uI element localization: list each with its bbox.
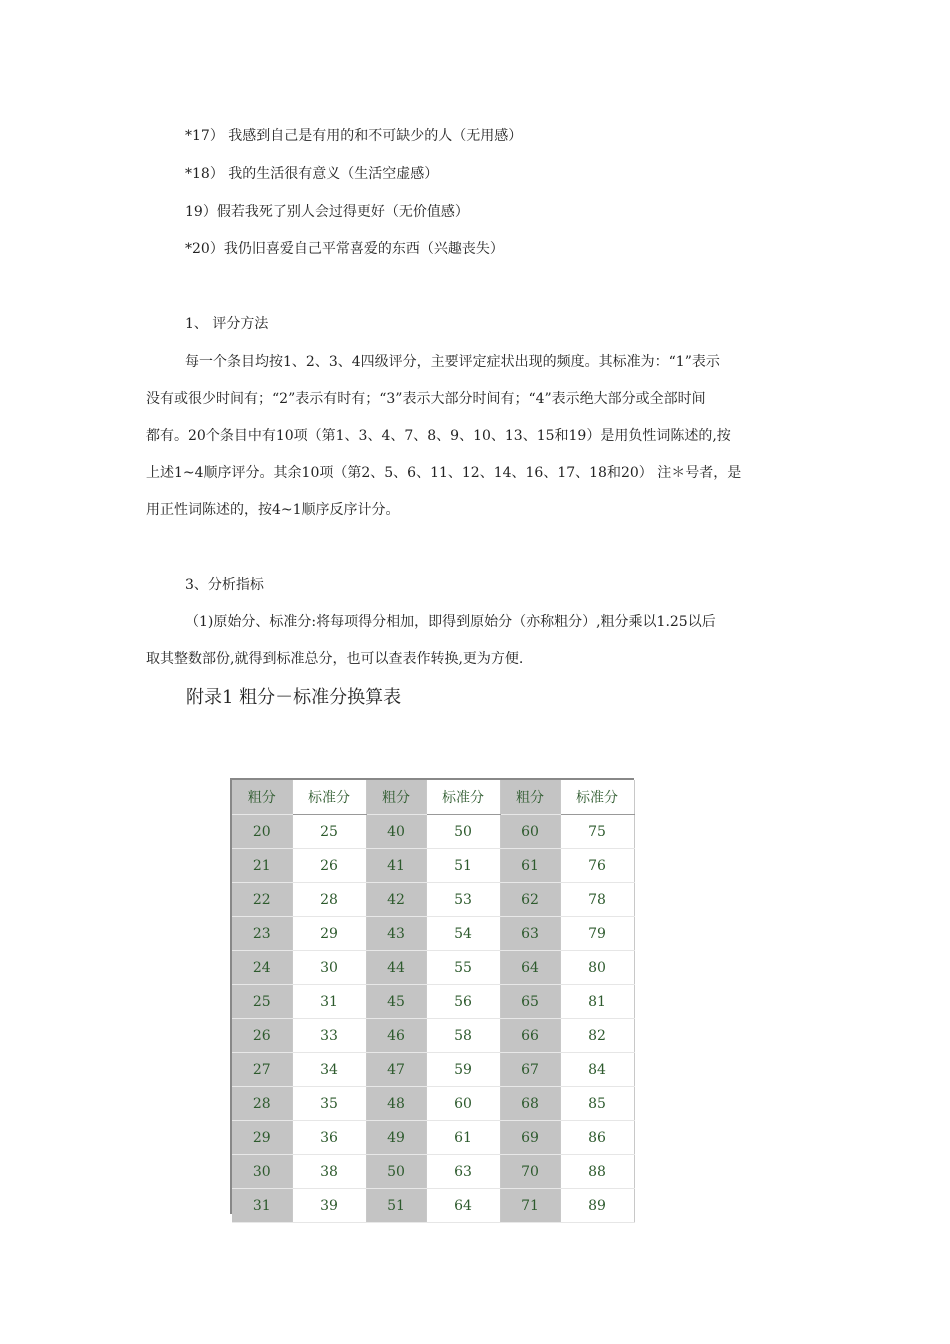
raw-score-cell: 31 bbox=[232, 1189, 292, 1223]
table-row bbox=[232, 1121, 634, 1155]
header-std-2: 标准分 bbox=[426, 780, 500, 815]
raw-score-cell: 45 bbox=[366, 985, 426, 1019]
section1-line-1: 每一个条目均按1、2、3、4四级评分，主要评定症状出现的频度。其标准为：“1”表示 bbox=[185, 354, 720, 370]
standard-score-cell: 89 bbox=[560, 1189, 634, 1223]
standard-score-cell: 38 bbox=[292, 1155, 366, 1189]
standard-score-cell: 55 bbox=[426, 951, 500, 985]
item-17: *17） 我感到自己是有用的和不可缺少的人（无用感） bbox=[185, 128, 523, 144]
standard-score-cell: 29 bbox=[292, 917, 366, 951]
standard-score-cell: 33 bbox=[292, 1019, 366, 1053]
header-raw-1: 粗分 bbox=[232, 780, 292, 815]
raw-score-cell: 30 bbox=[232, 1155, 292, 1189]
raw-score-cell: 67 bbox=[500, 1053, 560, 1087]
raw-score-cell: 69 bbox=[500, 1121, 560, 1155]
standard-score-cell: 26 bbox=[292, 849, 366, 883]
header-raw-3: 粗分 bbox=[500, 780, 560, 815]
standard-score-cell: 60 bbox=[426, 1087, 500, 1121]
raw-score-cell: 25 bbox=[232, 985, 292, 1019]
conversion-table bbox=[232, 780, 635, 1223]
standard-score-cell: 86 bbox=[560, 1121, 634, 1155]
raw-score-cell: 40 bbox=[366, 815, 426, 849]
raw-score-cell: 24 bbox=[232, 951, 292, 985]
standard-score-cell: 25 bbox=[292, 815, 366, 849]
table-row bbox=[232, 985, 634, 1019]
table-row bbox=[232, 951, 634, 985]
raw-score-cell: 63 bbox=[500, 917, 560, 951]
raw-score-cell: 42 bbox=[366, 883, 426, 917]
raw-score-cell: 27 bbox=[232, 1053, 292, 1087]
table-row bbox=[232, 883, 634, 917]
standard-score-cell: 84 bbox=[560, 1053, 634, 1087]
standard-score-cell: 59 bbox=[426, 1053, 500, 1087]
standard-score-cell: 64 bbox=[426, 1189, 500, 1223]
conversion-table-frame bbox=[230, 778, 634, 1214]
standard-score-cell: 81 bbox=[560, 985, 634, 1019]
raw-score-cell: 21 bbox=[232, 849, 292, 883]
table-row bbox=[232, 815, 634, 849]
standard-score-cell: 61 bbox=[426, 1121, 500, 1155]
header-std-3: 标准分 bbox=[560, 780, 634, 815]
table-row bbox=[232, 1087, 634, 1121]
raw-score-cell: 61 bbox=[500, 849, 560, 883]
table-row bbox=[232, 1155, 634, 1189]
raw-score-cell: 51 bbox=[366, 1189, 426, 1223]
appendix-title: 附录1 粗分－标准分换算表 bbox=[186, 687, 402, 708]
raw-score-cell: 41 bbox=[366, 849, 426, 883]
standard-score-cell: 75 bbox=[560, 815, 634, 849]
standard-score-cell: 56 bbox=[426, 985, 500, 1019]
raw-score-cell: 26 bbox=[232, 1019, 292, 1053]
standard-score-cell: 36 bbox=[292, 1121, 366, 1155]
table-row bbox=[232, 849, 634, 883]
table-row bbox=[232, 1053, 634, 1087]
header-std-1: 标准分 bbox=[292, 780, 366, 815]
section3-heading: 3、分析指标 bbox=[185, 577, 264, 593]
item-19: 19）假若我死了别人会过得更好（无价值感） bbox=[185, 204, 469, 220]
raw-score-cell: 66 bbox=[500, 1019, 560, 1053]
item-18: *18） 我的生活很有意义（生活空虚感） bbox=[185, 166, 439, 182]
item-20: *20）我仍旧喜爱自己平常喜爱的东西（兴趣丧失） bbox=[185, 241, 504, 257]
section1-line-2: 没有或很少时间有；“2”表示有时有；“3”表示大部分时间有；“4”表示绝大部分或全部时间 bbox=[146, 391, 706, 407]
standard-score-cell: 31 bbox=[292, 985, 366, 1019]
standard-score-cell: 58 bbox=[426, 1019, 500, 1053]
raw-score-cell: 68 bbox=[500, 1087, 560, 1121]
raw-score-cell: 71 bbox=[500, 1189, 560, 1223]
table-row bbox=[232, 917, 634, 951]
raw-score-cell: 64 bbox=[500, 951, 560, 985]
section1-line-5: 用正性词陈述的，按4~1顺序反序计分。 bbox=[146, 502, 400, 518]
raw-score-cell: 49 bbox=[366, 1121, 426, 1155]
raw-score-cell: 62 bbox=[500, 883, 560, 917]
table-row bbox=[232, 1019, 634, 1053]
standard-score-cell: 50 bbox=[426, 815, 500, 849]
standard-score-cell: 54 bbox=[426, 917, 500, 951]
raw-score-cell: 20 bbox=[232, 815, 292, 849]
standard-score-cell: 78 bbox=[560, 883, 634, 917]
raw-score-cell: 46 bbox=[366, 1019, 426, 1053]
table-body bbox=[232, 815, 634, 1223]
standard-score-cell: 30 bbox=[292, 951, 366, 985]
section1-line-4: 上述1~4顺序评分。其余10项（第2、5、6、11、12、14、16、17、18和20） 注＊号者，是 bbox=[146, 465, 742, 481]
standard-score-cell: 51 bbox=[426, 849, 500, 883]
standard-score-cell: 63 bbox=[426, 1155, 500, 1189]
raw-score-cell: 60 bbox=[500, 815, 560, 849]
standard-score-cell: 85 bbox=[560, 1087, 634, 1121]
section3-line-1: （1)原始分、标准分:将每项得分相加，即得到原始分（亦称粗分）,粗分乘以1.25以后 bbox=[185, 614, 716, 630]
raw-score-cell: 50 bbox=[366, 1155, 426, 1189]
raw-score-cell: 29 bbox=[232, 1121, 292, 1155]
section1-line-3: 都有。20个条目中有10项（第1、3、4、7、8、9、10、13、15和19）是用负性词陈述的,按 bbox=[146, 428, 731, 444]
standard-score-cell: 35 bbox=[292, 1087, 366, 1121]
raw-score-cell: 44 bbox=[366, 951, 426, 985]
raw-score-cell: 47 bbox=[366, 1053, 426, 1087]
raw-score-cell: 48 bbox=[366, 1087, 426, 1121]
standard-score-cell: 80 bbox=[560, 951, 634, 985]
raw-score-cell: 23 bbox=[232, 917, 292, 951]
table-row bbox=[232, 1189, 634, 1223]
standard-score-cell: 53 bbox=[426, 883, 500, 917]
section3-line-2: 取其整数部份,就得到标准总分，也可以查表作转换,更为方便. bbox=[146, 651, 524, 667]
standard-score-cell: 28 bbox=[292, 883, 366, 917]
standard-score-cell: 34 bbox=[292, 1053, 366, 1087]
standard-score-cell: 88 bbox=[560, 1155, 634, 1189]
raw-score-cell: 22 bbox=[232, 883, 292, 917]
raw-score-cell: 70 bbox=[500, 1155, 560, 1189]
raw-score-cell: 65 bbox=[500, 985, 560, 1019]
section1-heading: 1、 评分方法 bbox=[185, 316, 269, 332]
table-header-row bbox=[232, 780, 634, 815]
raw-score-cell: 43 bbox=[366, 917, 426, 951]
standard-score-cell: 82 bbox=[560, 1019, 634, 1053]
header-raw-2: 粗分 bbox=[366, 780, 426, 815]
standard-score-cell: 79 bbox=[560, 917, 634, 951]
standard-score-cell: 76 bbox=[560, 849, 634, 883]
raw-score-cell: 28 bbox=[232, 1087, 292, 1121]
standard-score-cell: 39 bbox=[292, 1189, 366, 1223]
